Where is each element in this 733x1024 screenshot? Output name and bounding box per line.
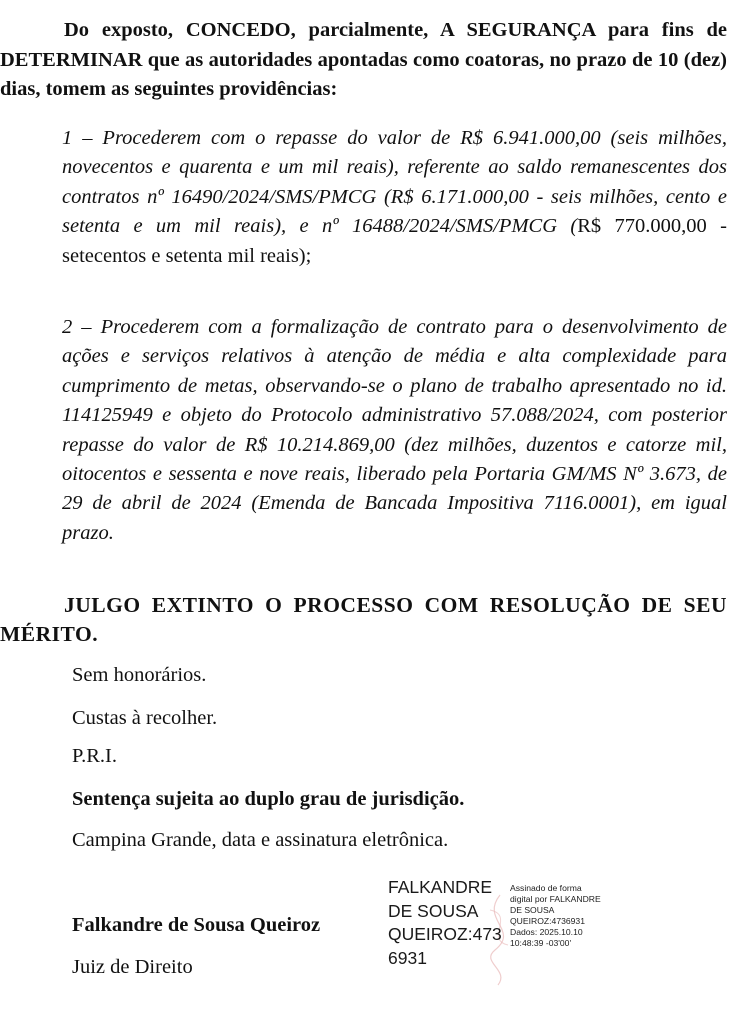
stamp-line-4: QUEIROZ:4736931 [510,915,585,926]
stamp-line-3: DE SOUSA [510,904,555,915]
judge-name: Falkandre de Sousa Queiroz [72,914,321,936]
stamp-line-2: digital por FALKANDRE [510,893,601,904]
item-1-paragraph [62,124,727,271]
stamp-line-1: Assinado de forma [510,883,582,893]
judge-role: Juiz de Direito [72,956,193,978]
place-date-line: Campina Grande, data e assinatura eletrônica. [72,829,449,851]
verdict-heading: JULGO EXTINTO O PROCESSO COM RESOLUÇÃO DE SEU MÉRITO. [0,593,727,646]
item-1-value-text: R$ 770.000,00 - setecentos e setenta mil reais); [62,215,727,267]
stamp-line-5: Dados: 2025.10.10 [510,926,583,937]
digital-line-4: 6931 [388,947,427,968]
digital-signature-name [388,876,502,970]
digital-line-1: FALKANDRE [388,877,493,897]
item-1-text: 1 – Procederem com o repasse do valor de R$ 6.941.000,00 (seis milhões, novecentos e quarenta e um mil reais), referente ao saldo remanescentes dos contratos nº 16490/2024/SMS/PMCG (R$ 6.171.000,00 - seis milhões, cento e setenta e um mil reais), e nº 16488/2024/SMS/PMCG ( [62,127,727,238]
item-2-paragraph: 2 – Procederem com a formalização de contrato para o desenvolvimento de ações e serviços relativos à atenção de média e alta complexidade para cumprimento de metas, observando-se o plano de trabalho apresentado no id. 114125949 e objeto do Protocolo administrativo 57.088/2024, com posterior repasse do valor de R$ 10.214.869,00 (dez milhões, duzentos e catorze mil, oitocentos e sessenta e nove reais, liberado pela Portaria GM/MS Nº 3.673, de 29 de abril de 2024 (Emenda de Bancada Impositiva 7116.0001), em igual prazo. [62,316,727,544]
pri-line: P.R.I. [72,745,118,767]
costs-line: Custas à recolher. [72,707,218,729]
no-fees-line: Sem honorários. [72,664,207,686]
digital-signature-stamp [510,883,601,948]
double-jurisdiction-line: Sentença sujeita ao duplo grau de jurisdição. [72,788,465,810]
stamp-line-6: 10:48:39 -03'00' [510,937,572,948]
digital-line-2: DE SOUSA [388,900,479,921]
intro-paragraph: Do exposto, CONCEDO, parcialmente, A SEGURANÇA para fins de DETERMINAR que as autoridades apontadas como coatoras, no prazo de 10 (dez) dias, tomem as seguintes providências: [0,19,727,101]
digital-line-3: QUEIROZ:473 [388,924,502,944]
